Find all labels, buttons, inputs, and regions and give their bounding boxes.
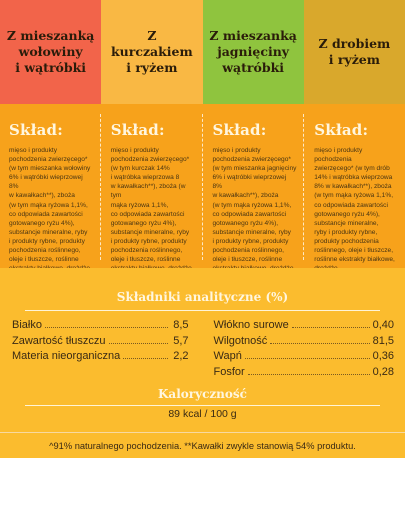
- dotted-leader: [123, 358, 167, 359]
- analytical-row: [12, 331, 193, 347]
- composition-column: [304, 104, 405, 268]
- analytical-row: [214, 362, 395, 378]
- title-underline: [25, 405, 380, 406]
- composition-heading: Skład:: [110, 121, 165, 139]
- nutrient-label: Włókno surowe: [213, 318, 289, 331]
- analytical-row: [12, 347, 193, 363]
- composition-text: mięso i produkty pochodzenia zwierzęcego* (w tym mieszanka jagnięciny 6% i wątróbki wieprzowej 8% w kawałkach**), zboża (w tym mąka ryżowa 1,1%, co odpowiada zawartości gotowanego ryżu 4%), substancje mineralne, ryby i produkty rybne, produkty pochodzenia roślinnego, oleje i tłuszcze, roślinne: [212, 147, 297, 264]
- nutrient-value: 8,5: [173, 318, 189, 331]
- analytical-row: [214, 331, 395, 347]
- variant-title: Z mieszanką jagnięciny wątróbki: [209, 28, 297, 75]
- variant-header-lamb: [203, 0, 304, 104]
- variant-header-chicken: [101, 0, 202, 104]
- analytical-row: [214, 347, 395, 363]
- composition-heading: Skład:: [314, 121, 369, 139]
- nutrient-label: Wapń: [213, 350, 242, 363]
- nutrient-label: Zawartość tłuszczu: [12, 334, 106, 347]
- dotted-leader: [248, 374, 370, 375]
- calories-title: Kaloryczność: [158, 387, 247, 401]
- nutrient-value: 0,36: [372, 350, 394, 363]
- analytical-column-left: [12, 315, 193, 378]
- composition-column: [0, 104, 100, 268]
- nutrient-value: 81,5: [372, 334, 394, 347]
- composition-column: [101, 104, 202, 268]
- dotted-leader: [292, 327, 370, 328]
- nutrient-label: Białko: [12, 318, 42, 331]
- calories-value: 89 kcal / 100 g: [168, 408, 237, 420]
- variant-title: Z drobiem i ryżem: [318, 36, 391, 67]
- nutrient-value: 2,2: [173, 350, 189, 363]
- variant-headers: [0, 0, 405, 104]
- analytical-row: [12, 315, 193, 331]
- analytical-section: [0, 268, 405, 458]
- analytical-table: [12, 315, 394, 378]
- analytical-title: Składniki analityczne (%): [116, 290, 289, 304]
- nutrient-value: 0,28: [372, 366, 394, 379]
- bottom-margin: [0, 458, 405, 512]
- composition-heading: Skład:: [212, 121, 267, 139]
- variant-header-poultry: [304, 0, 405, 104]
- dotted-leader: [270, 343, 369, 344]
- composition-text: mięso i produkty pochodzenia zwierzęcego* (w tym drób 14% i wątróbka wieprzowa 8% w kawałkach**), zboża (w tym mąka ryżowa 1,1%, co odpowiada zawartości gotowanego ryżu 4%), substancje mineralne, ryby i produkty rybne, produkty pochodzenia roślinnego, oleje i tłuszcze, roślinne ekstrakty białkowe,: [314, 147, 395, 264]
- nutrient-label: Wilgotność: [213, 334, 268, 347]
- composition-text: mięso i produkty pochodzenia zwierzęcego* (w tym kurczak 14% i wątróbka wieprzowa 8 w kawałkach**), zboża (w tym mąka ryżowa 1,1%, co odpowiada zawartości gotowanego ryżu 4%), substancje mineralne, ryby i produkty rybne, produkty pochodzenia roślinnego, oleje i tłuszcze, roślinne: [110, 147, 190, 264]
- dotted-leader: [45, 327, 168, 328]
- nutrient-value: 5,7: [173, 334, 189, 347]
- variant-title: Z kurczakiem i ryżem: [111, 28, 193, 75]
- dotted-leader: [109, 343, 168, 344]
- analytical-column-right: [193, 315, 395, 378]
- composition-text: mięso i produkty pochodzenia zwierzęcego* (w tym mieszanka wołowiny 6% i wątróbki wieprzowej 8% w kawałkach**), zboża (w tym mąka ryżowa 1,1%, co odpowiada zawartości gotowanego ryżu 4%), substancje mineralne, ryby i produkty rybne, produkty pochodzenia roślinnego, oleje i tłuszcze, roślinne: [9, 147, 91, 264]
- nutrient-label: Materia nieorganiczna: [12, 350, 121, 363]
- dotted-leader: [245, 358, 370, 359]
- variant-header-beef: [0, 0, 101, 104]
- nutrient-label: Fosfor: [213, 366, 245, 379]
- composition-section: [0, 104, 405, 268]
- composition-heading: Skład:: [9, 121, 63, 139]
- title-underline: [25, 310, 380, 311]
- footnote: ^91% naturalnego pochodzenia. **Kawałki zwykle stanowią 54% produktu.: [0, 432, 405, 458]
- analytical-row: [214, 315, 395, 331]
- nutrient-value: 0,40: [372, 318, 394, 331]
- variant-title: Z mieszanką wołowiny i wątróbki: [6, 28, 95, 75]
- composition-column: [203, 104, 304, 268]
